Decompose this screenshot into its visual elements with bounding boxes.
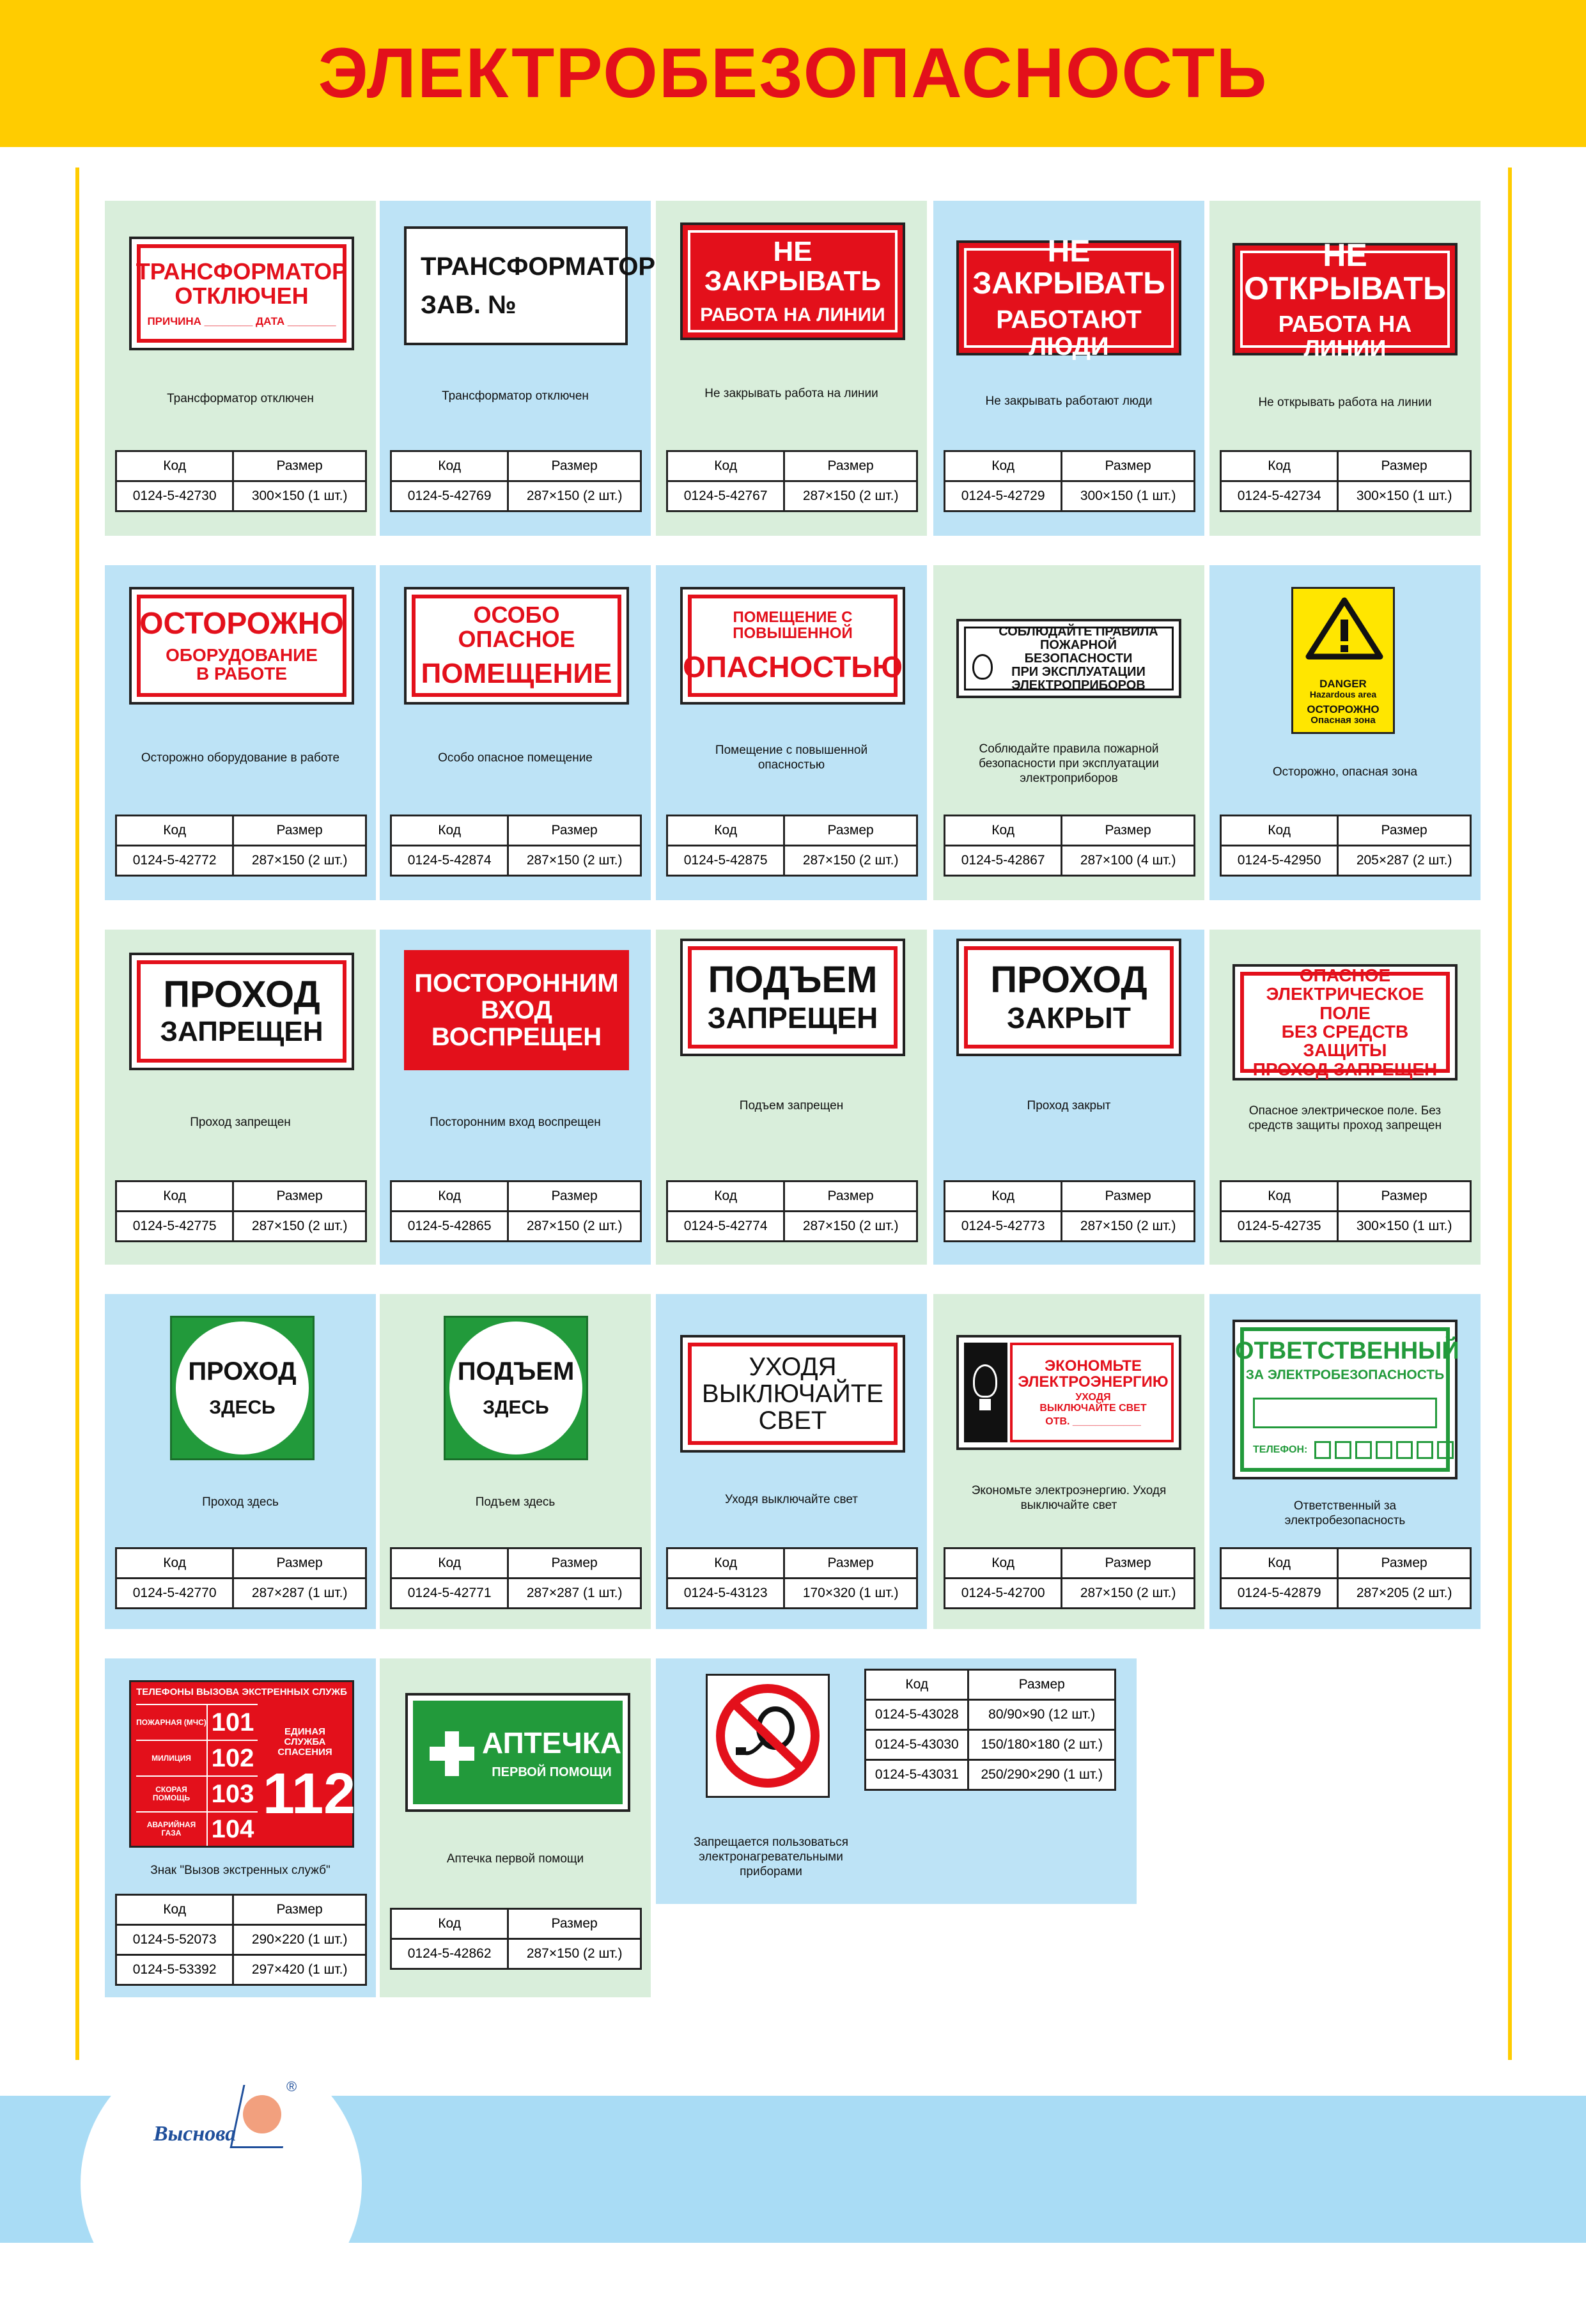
header-code: Код [1221,1548,1338,1579]
sign-caption: Проход закрыт [1027,1099,1111,1112]
sign-caption: Ответственный за электробезопасность [1284,1499,1406,1527]
header-code: Код [945,451,1062,481]
sign-text: АПТЕЧКА [482,1726,622,1759]
size-value: 300×150 (1 шт.) [233,481,366,511]
sign-text: ПОМЕЩЕНИЕ [421,657,612,689]
lamp-panel [964,1343,1007,1442]
code-value: 0124-5-42867 [945,846,1062,876]
service-label: СКОРАЯ ПОМОЩЬ [136,1777,208,1811]
sign-emergency-phones [129,1680,354,1848]
header-code: Код [391,816,508,846]
sign-card-4 [933,201,1204,536]
sign-text: СВЕТ [758,1407,827,1435]
sign-caption: Не закрывать работают люди [985,394,1153,408]
sign-text: ПОЖАРНОЙ БЕЗОПАСНОСТИ [1024,637,1133,666]
code-value: 0124-5-42767 [667,481,784,511]
header-size: Размер [508,1909,641,1939]
sign-text: СОБЛЮДАЙТЕ ПРАВИЛА [999,624,1158,639]
info-table [666,1547,918,1609]
phones-grid [136,1704,258,1844]
header-size: Размер [784,816,917,846]
code-value: 0124-5-42950 [1221,846,1338,876]
header-code: Код [116,1895,233,1925]
publisher-logo [153,2078,307,2158]
code-value: 0124-5-42735 [1221,1212,1338,1242]
sign-caption: Помещение с повышенной опасностью [715,744,868,772]
sign-caption: Экономьте электроэнергию. Уходя выключайте свет [971,1484,1167,1512]
info-table [1220,815,1472,877]
sign-text: РАБОТА НА ЛИНИИ [1278,310,1412,361]
warning-triangle-icon [1306,598,1383,659]
sign-text: ПЕРВОЙ ПОМОЩИ [492,1765,612,1779]
sign-text: ПОМЕЩЕНИЕ С ПОВЫШЕННОЙ [733,608,853,642]
header-code: Код [116,816,233,846]
code-value: 0124-5-42773 [945,1212,1062,1242]
info-table [944,815,1195,877]
code-value: 0124-5-42875 [667,846,784,876]
header-code: Код [116,451,233,481]
left-yellow-line [75,168,79,2060]
header-size: Размер [1062,451,1195,481]
sign-caption: Соблюдайте правила пожарной безопасности при эксплуатации электроприборов [979,742,1159,785]
sign-caption: Не закрывать работа на линии [704,387,878,400]
code-value: 0124-5-42775 [116,1212,233,1242]
header-size: Размер [233,1548,366,1579]
sign-text: ОСТОРОЖНО [139,607,344,641]
sign-caption: Трансформатор отключен [442,389,589,403]
sign-lift-here [444,1316,588,1460]
sign-caption: Трансформатор отключен [167,392,314,405]
info-table [390,1547,642,1609]
info-table [115,1180,367,1242]
code-value: 0124-5-53392 [116,1955,233,1985]
sign-card-14 [933,930,1204,1265]
no-heater-icon [713,1681,823,1791]
logo-text: Выснова [153,2122,237,2146]
header-size: Размер [508,1181,641,1212]
info-table [944,450,1195,512]
sign-card-2 [380,201,656,536]
sign-caption: Осторожно оборудование в работе [141,751,340,765]
sign-text: ВХОД [480,996,553,1024]
sign-card-6 [105,565,376,900]
size-value: 287×205 (2 шт.) [1338,1579,1471,1609]
sign-text: УХОДЯ [749,1353,837,1381]
phone-digit-box [1437,1441,1454,1459]
header-code: Код [391,451,508,481]
sign-do-not-close-line [680,222,905,340]
sign-text: Опасная зона [1310,715,1376,726]
size-value: 287×150 (2 шт.) [784,1212,917,1242]
sign-text: ЭКОНОМЬТЕ [1045,1357,1142,1375]
header-code: Код [667,451,784,481]
cross-h [430,1747,474,1761]
phone-digit-box [1376,1441,1392,1459]
sign-text: ЗА ЭЛЕКТРОБЕЗОПАСНОСТЬ [1245,1368,1445,1382]
flame-icon [972,654,993,680]
size-value: 80/90×90 (12 шт.) [968,1700,1116,1730]
sign-text: ПРИЧИНА ________ ДАТА ________ [147,315,336,327]
info-table [115,1547,367,1609]
white-circle-bg [176,1322,309,1454]
sign-text: УХОДЯ [1075,1391,1111,1403]
sign-fire-safety [956,619,1181,698]
info-table [390,1908,642,1970]
info-table [1220,1180,1472,1242]
sign-text: РАБОТАЮТ ЛЮДИ [996,306,1142,361]
header-code: Код [391,1909,508,1939]
info-table [944,1180,1195,1242]
size-value: 150/180×180 (2 шт.) [968,1730,1116,1760]
header-bar [0,0,1586,147]
phone-digit-box [1355,1441,1372,1459]
sign-text: 112 [263,1762,356,1826]
info-table [864,1669,1116,1791]
service-number: 104 [211,1815,254,1843]
sign-caption: Особо опасное помещение [438,751,593,765]
sign-text: ВЫКЛЮЧАЙТЕ СВЕТ [1039,1402,1147,1414]
code-value: 0124-5-42865 [391,1212,508,1242]
info-table [666,450,918,512]
size-value: 287×150 (2 шт.) [784,481,917,511]
phone-digit-box [1335,1441,1351,1459]
sign-card-1 [105,201,376,536]
white-circle-bg [449,1322,582,1454]
sign-passage-here [170,1316,315,1460]
header-code: Код [116,1181,233,1212]
size-value: 287×287 (1 шт.) [508,1579,641,1609]
sign-text: ПРИ ЭКСПЛУАТАЦИИ [1011,664,1146,679]
info-table [390,815,642,877]
sign-do-not-close-people [956,234,1181,361]
sign-caption: Уходя выключайте свет [725,1493,858,1506]
sign-card-19 [933,1294,1204,1629]
code-value: 0124-5-42774 [667,1212,784,1242]
header-size: Размер [968,1670,1116,1700]
sign-text: ЕДИНАЯ СЛУЖБА СПАСЕНИЯ [277,1726,332,1758]
info-table [390,1180,642,1242]
header-code: Код [391,1548,508,1579]
sign-transformer-number [404,226,656,345]
sign-text: ЗАКРЫТ [1007,1001,1131,1035]
sign-text: ВЫКЛЮЧАЙТЕ [702,1380,883,1408]
sign-text: ПРОХОД [163,974,320,1016]
right-yellow-line [1508,168,1512,2060]
header-size: Размер [233,816,366,846]
size-value: 287×150 (2 шт.) [508,846,641,876]
sign-card-10 [1209,565,1481,900]
sign-card-5 [1209,201,1481,536]
sign-caption: Осторожно, опасная зона [1272,765,1418,779]
size-value: 287×150 (2 шт.) [508,481,641,511]
sign-text: БЕЗ СРЕДСТВ ЗАЩИТЫ [1281,1022,1409,1061]
sign-text: ПОДЪЕМ [457,1357,575,1386]
header-size: Размер [1062,1548,1195,1579]
code-value: 0124-5-42730 [116,481,233,511]
info-table [390,450,642,512]
header-code: Код [945,816,1062,846]
sign-text: ТЕЛЕФОНЫ ВЫЗОВА ЭКСТРЕННЫХ СЛУЖБ [136,1687,347,1697]
header-size: Размер [233,1181,366,1212]
code-value: 0124-5-43028 [866,1700,968,1730]
sign-text: ПРОХОД [188,1357,297,1386]
service-label: ПОЖАРНАЯ (МЧС) [136,1705,208,1740]
sign-passage-closed [956,939,1181,1056]
size-value: 170×320 (1 шт.) [784,1579,917,1609]
code-value: 0124-5-52073 [116,1925,233,1955]
sign-text: ЗАПРЕЩЕН [707,1001,878,1035]
registered-mark: ® [286,2078,297,2094]
size-value: 287×100 (4 шт.) [1062,846,1195,876]
sign-text: НЕ ЗАКРЫВАТЬ [972,234,1165,300]
sign-text: ЭЛЕКТРОЭНЕРГИЮ [1018,1373,1169,1391]
sign-caption: Аптечка первой помощи [446,1852,584,1866]
header-size: Размер [233,451,366,481]
sign-caption: Подъем здесь [475,1495,556,1509]
code-value: 0124-5-42874 [391,846,508,876]
size-value: 287×150 (2 шт.) [784,846,917,876]
code-value: 0124-5-42770 [116,1579,233,1609]
sign-card-20 [1209,1294,1481,1629]
sign-text: ТЕЛЕФОН: [1253,1444,1308,1455]
sign-no-passage [129,953,354,1070]
code-value: 0124-5-42879 [1221,1579,1338,1609]
sign-turn-off-light [680,1335,905,1453]
header-size: Размер [508,451,641,481]
service-number: 101 [211,1708,254,1736]
sign-first-aid [405,1693,630,1812]
header-code: Код [116,1548,233,1579]
sign-text: ТРАНСФОРМАТОР [136,258,348,285]
sign-danger-zone [1291,587,1395,734]
size-value: 300×150 (1 шт.) [1338,481,1471,511]
sign-card-16 [105,1294,376,1629]
header-size: Размер [1338,451,1471,481]
size-value: 300×150 (1 шт.) [1062,481,1195,511]
lightbulb-icon [973,1364,997,1398]
sign-card-12 [380,930,651,1265]
service-label: МИЛИЦИЯ [136,1741,208,1775]
header-size: Размер [784,1548,917,1579]
code-value: 0124-5-43030 [866,1730,968,1760]
size-value: 287×150 (2 шт.) [1062,1579,1195,1609]
header-size: Размер [1062,816,1195,846]
sign-text: ТРАНСФОРМАТОР [421,253,656,281]
sign-no-heaters [706,1674,830,1798]
sign-text: ОТКЛЮЧЕН [175,283,309,309]
header-size: Размер [508,816,641,846]
sign-card-23 [656,1658,1137,1904]
phone-digit-box [1396,1441,1413,1459]
sign-card-3 [656,201,927,536]
size-value: 287×150 (2 шт.) [508,1212,641,1242]
header-size: Размер [233,1895,366,1925]
sign-text: ЭЛЕКТРИЧЕСКОЕ ПОЛЕ [1266,984,1424,1023]
info-table [115,1894,367,1986]
size-value: 250/290×290 (1 шт.) [968,1760,1116,1790]
page-title: ЭЛЕКТРОБЕЗОПАСНОСТЬ [318,34,1268,113]
phone-boxes [1314,1441,1454,1459]
sign-text: ЗДЕСЬ [209,1397,276,1419]
info-table [1220,1547,1472,1609]
sign-text: В РАБОТЕ [196,664,288,684]
sign-text: ОПАСНОЕ [1299,965,1391,985]
header-size: Размер [1338,1548,1471,1579]
size-value: 287×150 (2 шт.) [233,1212,366,1242]
sign-text: ЗДЕСЬ [483,1397,549,1419]
sign-text: ПРОХОД [990,959,1147,1001]
size-value: 287×150 (2 шт.) [233,846,366,876]
sign-do-not-open [1232,237,1458,361]
sign-caption: Запрещается пользоваться электронагревательными приборами [693,1836,849,1878]
sign-no-entry [404,950,629,1070]
first-aid-cross-icon [430,1731,474,1776]
phone-row [136,1741,258,1777]
code-value: 0124-5-43031 [866,1760,968,1790]
code-value: 0124-5-42862 [391,1939,508,1969]
header-code: Код [945,1548,1062,1579]
sign-text: НЕ ЗАКРЫВАТЬ [704,236,882,297]
sign-card-22 [380,1658,651,1997]
sign-text: ПОСТОРОННИМ [414,969,619,997]
sign-caption: Проход здесь [202,1495,279,1509]
size-value: 287×150 (2 шт.) [1062,1212,1195,1242]
header-size: Размер [1338,816,1471,846]
size-value: 205×287 (2 шт.) [1338,846,1471,876]
sign-caution-equipment [129,587,354,705]
phone-digit-box [1417,1441,1433,1459]
header-size: Размер [1062,1181,1195,1212]
sign-caption: Подъем запрещен [739,1099,844,1112]
phone-row [136,1705,258,1741]
sign-card-17 [380,1294,651,1629]
info-table [115,450,367,512]
code-value: 0124-5-42700 [945,1579,1062,1609]
lightbulb-base [979,1399,991,1410]
sign-text: ОСТОРОЖНО [1307,703,1380,716]
sign-save-energy [956,1335,1181,1450]
info-table [666,1180,918,1242]
header-size: Размер [1338,1181,1471,1212]
sign-caption: Знак "Вызов экстренных служб" [150,1864,330,1877]
sign-text: НЕ ОТКРЫВАТЬ [1244,237,1446,307]
header-code: Код [667,816,784,846]
sign-text: ПОДЪЕМ [708,959,878,1001]
service-number: 102 [211,1744,254,1772]
code-value: 0124-5-42729 [945,481,1062,511]
sign-text: Hazardous area [1309,689,1377,699]
sign-caption: Не открывать работа на линии [1258,396,1432,409]
code-value: 0124-5-42772 [116,846,233,876]
sign-text: ЭЛЕКТРОПРИБОРОВ [1011,678,1146,692]
sign-electric-field [1232,964,1458,1080]
sign-card-7 [380,565,651,900]
sign-caption: Посторонним вход воспрещен [430,1116,601,1129]
sign-caption: Проход запрещен [190,1116,291,1129]
header-code: Код [667,1548,784,1579]
service-label: АВАРИЙНАЯ ГАЗА [136,1813,208,1846]
sign-text: ОБОРУДОВАНИЕ [166,644,318,665]
sign-card-18 [656,1294,927,1629]
header-code: Код [945,1181,1062,1212]
sign-text: ВОСПРЕЩЕН [431,1023,602,1051]
sign-card-8 [656,565,927,900]
sign-text: ЗАПРЕЩЕН [160,1016,323,1048]
code-value: 0124-5-42769 [391,481,508,511]
header-code: Код [1221,816,1338,846]
name-field-box [1253,1398,1437,1428]
sign-text: ОСОБО ОПАСНОЕ [458,602,575,652]
sign-especially-dangerous [404,587,629,705]
sign-card-21 [105,1658,376,1997]
size-value: 297×420 (1 шт.) [233,1955,366,1985]
header-code: Код [667,1181,784,1212]
sign-caption: Опасное электрическое поле. Без средств защиты проход запрещен [1248,1104,1442,1132]
sign-text: ПРОХОД ЗАПРЕЩЕН [1252,1059,1438,1079]
phone-row [136,1777,258,1813]
code-value: 0124-5-42734 [1221,481,1338,511]
phone-digit-box [1314,1441,1331,1459]
sign-text: РАБОТА НА ЛИНИИ [700,304,885,326]
info-table [944,1547,1195,1609]
info-table [115,815,367,877]
sign-card-9 [933,565,1204,900]
header-size: Размер [784,1181,917,1212]
sign-increased-danger [680,587,905,705]
sign-card-11 [105,930,376,1265]
size-value: 287×150 (2 шт.) [508,1939,641,1969]
sign-card-13 [656,930,927,1265]
size-value: 290×220 (1 шт.) [233,1925,366,1955]
sign-responsible [1232,1320,1458,1479]
sign-text: ОТВЕТСТВЕННЫЙ [1235,1337,1459,1364]
header-size: Размер [508,1548,641,1579]
sign-text: ЗАВ. № [421,291,517,319]
phone-row [136,1813,258,1846]
header-code: Код [1221,1181,1338,1212]
header-code: Код [866,1670,968,1700]
code-value: 0124-5-42771 [391,1579,508,1609]
sign-card-15 [1209,930,1481,1265]
sign-transformer-off [129,237,354,350]
sign-text: DANGER [1319,677,1367,690]
info-table [1220,450,1472,512]
header-size: Размер [784,451,917,481]
size-value: 300×150 (1 шт.) [1338,1212,1471,1242]
header-code: Код [1221,451,1338,481]
info-table [666,815,918,877]
size-value: 287×287 (1 шт.) [233,1579,366,1609]
sign-text: ОПАСНОСТЬЮ [683,650,903,684]
code-value: 0124-5-43123 [667,1579,784,1609]
sign-text: ОТВ. ____________ [1045,1415,1141,1427]
sign-no-lifting [680,939,905,1056]
service-number: 103 [211,1780,254,1808]
header-code: Код [391,1181,508,1212]
